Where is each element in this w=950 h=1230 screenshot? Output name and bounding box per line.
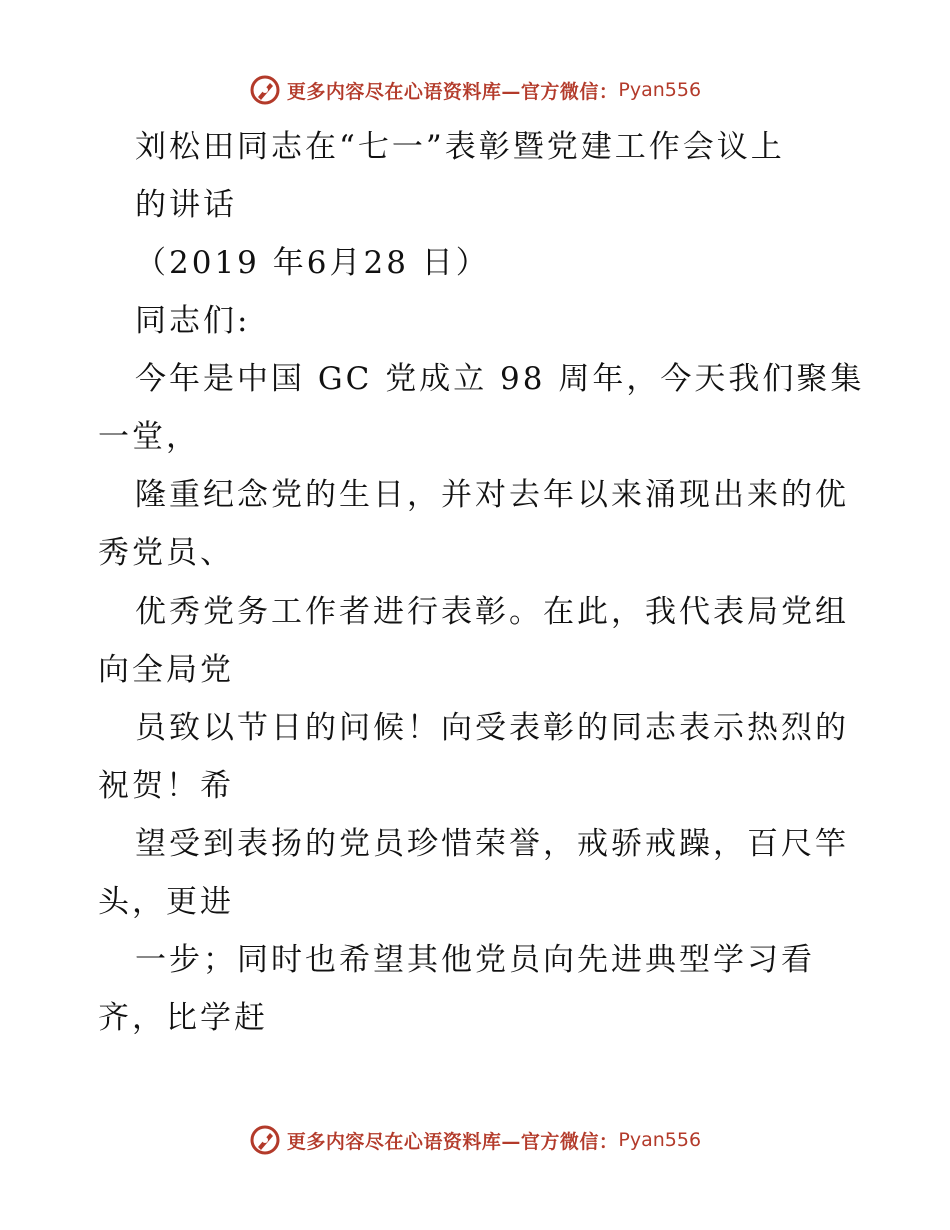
body-line: 员致以节日的问候！向受表彰的同志表示热烈的 [135, 710, 849, 746]
body-line: 秀党员、 [98, 535, 234, 571]
body-line: 今年是中国 GC 党成立 98 周年，今天我们聚集 [135, 361, 865, 397]
header-watermark [0, 72, 950, 108]
pen-logo-icon [249, 74, 281, 106]
document-date: （2019 年6月28 日） [135, 245, 490, 281]
document-title-line-2: 的讲话 [135, 187, 237, 223]
body-line: 头，更进 [98, 884, 234, 920]
body-line: 一堂， [98, 419, 200, 455]
body-line: 祝贺！希 [98, 768, 234, 804]
body-line: 一步；同时也希望其他党员向先进典型学习看 [135, 942, 815, 978]
body-line: 隆重纪念党的生日，并对去年以来涌现出来的优 [135, 477, 849, 513]
body-line: 望受到表扬的党员珍惜荣誉，戒骄戒躁，百尺竿 [135, 826, 849, 862]
body-line: 优秀党务工作者进行表彰。在此，我代表局党组 [135, 594, 849, 630]
watermark-wechat-id: Pyan556 [618, 79, 702, 101]
watermark-label: 更多内容尽在心语资料库—官方微信： [286, 80, 619, 103]
body-line: 向全局党 [98, 652, 234, 688]
body-line: 齐，比学赶 [98, 1000, 268, 1036]
document-title-line-1: 刘松田同志在“七一”表彰暨党建工作会议上 [135, 129, 785, 165]
pen-logo-icon [249, 1124, 281, 1156]
salutation: 同志们: [135, 303, 251, 339]
watermark-label: 更多内容尽在心语资料库—官方微信： [286, 1130, 619, 1153]
footer-watermark [0, 1122, 950, 1158]
watermark-wechat-id: Pyan556 [618, 1129, 702, 1151]
